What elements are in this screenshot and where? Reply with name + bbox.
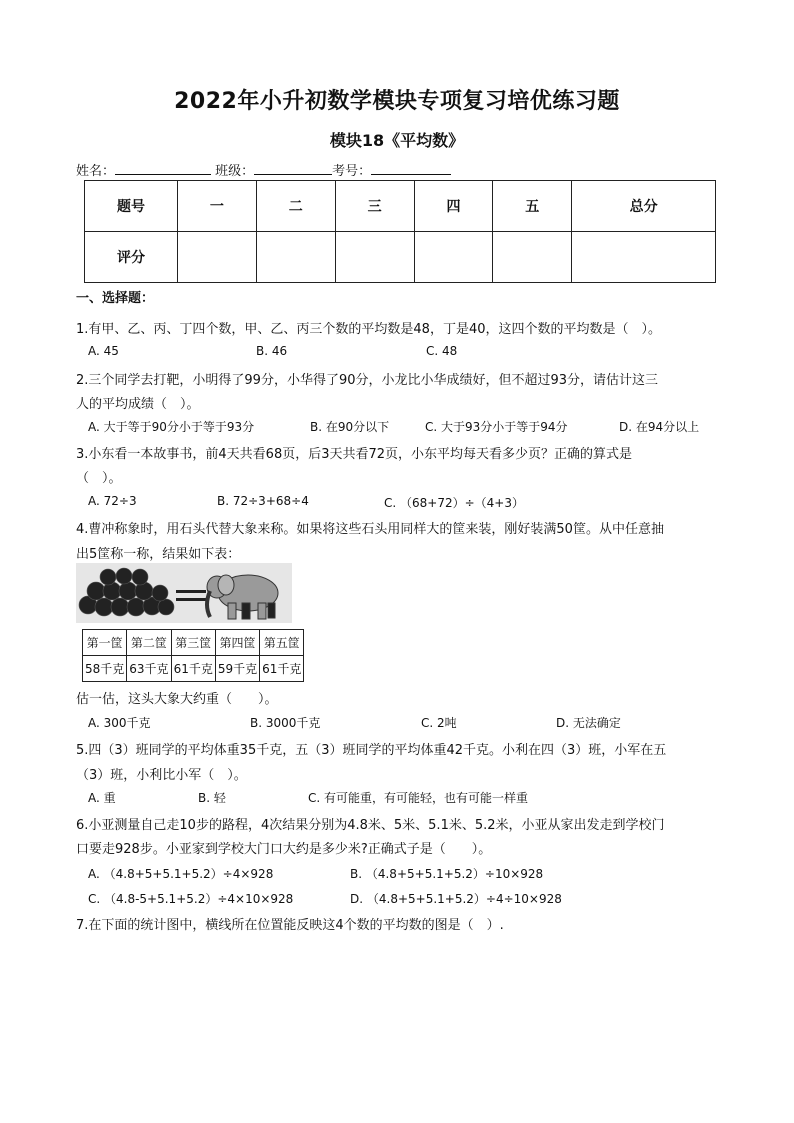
- q6-option-d: D. （4.8+5+5.1+5.2）÷4÷10×928: [350, 892, 562, 906]
- score-cell[interactable]: [335, 232, 414, 283]
- basket-header-cell: 第二筐: [127, 630, 171, 656]
- exam-blank[interactable]: [371, 161, 451, 175]
- page-title: 2022年小升初数学模块专项复习培优练习题: [174, 89, 620, 114]
- class-label: 班级：: [215, 164, 255, 179]
- q1-option-a: A. 45: [88, 344, 119, 358]
- name-blank[interactable]: [115, 161, 211, 175]
- class-blank[interactable]: [254, 161, 332, 175]
- question-3-line-1: 3.小东看一本故事书，前4天共看68页，后3天共看72页，小东平均每天看多少页？正确的算式是: [76, 447, 633, 462]
- question-6-line-2: 口要走928步。小亚家到学校大门口大约是多少米?正确式子是（ ）。: [76, 842, 492, 857]
- q6-option-b: B. （4.8+5+5.1+5.2）÷10×928: [350, 867, 544, 881]
- q6-option-a: A. （4.8+5+5.1+5.2）÷4×928: [88, 867, 274, 881]
- score-header-cell: 四: [414, 181, 493, 232]
- basket-table-header-row: [83, 630, 304, 656]
- question-7: 7.在下面的统计图中，横线所在位置能反映这4个数的平均数的图是（ ）.: [76, 918, 504, 933]
- basket-value-cell: 61千克: [260, 656, 304, 682]
- question-3-line-2: （ ）。: [76, 471, 122, 486]
- question-5-line-2: （3）班，小利比小军（ ）。: [76, 768, 247, 783]
- q5-option-a: A. 重: [88, 791, 116, 805]
- question-4-line-3: 估一估，这头大象大约重（ ）。: [76, 692, 278, 707]
- score-header-cell: 二: [256, 181, 335, 232]
- basket-header-cell: 第五筐: [260, 630, 304, 656]
- score-table-header-row: [85, 181, 716, 232]
- question-4-line-1: 4.曹冲称象时，用石头代替大象来称。如果将这些石头用同样大的筐来装，刚好装满50筐。从中任意抽: [76, 522, 664, 537]
- basket-value-cell: 61千克: [171, 656, 215, 682]
- question-4-line-2: 出5筐称一称，结果如下表：: [76, 547, 241, 562]
- page-subtitle: 模块18《平均数》: [329, 131, 465, 150]
- score-table-score-row: [85, 232, 716, 283]
- basket-weights-table: [82, 629, 304, 682]
- q4-option-c: C. 2吨: [421, 716, 457, 730]
- stones-equals-elephant-illustration: [76, 563, 292, 623]
- q3-option-a: A. 72÷3: [88, 494, 137, 508]
- question-1: 1.有甲、乙、丙、丁四个数，甲、乙、丙三个数的平均数是48，丁是40，这四个数的平均数是（ ）。: [76, 322, 661, 337]
- question-2-line-2: 人的平均成绩（ ）。: [76, 397, 200, 412]
- exam-label: 考号：: [332, 164, 372, 179]
- basket-value-cell: 63千克: [127, 656, 171, 682]
- score-header-cell: 一: [178, 181, 257, 232]
- basket-header-cell: 第一筐: [83, 630, 127, 656]
- q3-option-c: C. （68+72）÷（4+3）: [384, 496, 524, 510]
- score-header-cell: 总分: [572, 181, 716, 232]
- q4-option-b: B. 3000千克: [250, 716, 321, 730]
- name-label: 姓名：: [76, 164, 116, 179]
- question-5-line-1: 5.四（3）班同学的平均体重35千克，五（3）班同学的平均体重42千克。小利在四（3）班，小军在五: [76, 743, 667, 758]
- q6-option-c: C. （4.8-5+5.1+5.2）÷4×10×928: [88, 892, 294, 906]
- question-2-line-1: 2.三个同学去打靶，小明得了99分，小华得了90分，小龙比小华成绩好，但不超过93分，请估计这三: [76, 373, 659, 388]
- score-cell[interactable]: [493, 232, 572, 283]
- score-header-cell: 题号: [85, 181, 178, 232]
- score-row-label: 评分: [85, 232, 178, 283]
- q5-option-c: C. 有可能重，有可能轻，也有可能一样重: [308, 791, 529, 805]
- score-header-cell: 三: [335, 181, 414, 232]
- basket-value-cell: 58千克: [83, 656, 127, 682]
- student-info-line: [76, 160, 451, 179]
- q1-option-b: B. 46: [256, 344, 288, 358]
- q2-option-a: A. 大于等于90分小于等于93分: [88, 420, 255, 434]
- score-table: [84, 180, 716, 283]
- score-cell[interactable]: [178, 232, 257, 283]
- q2-option-b: B. 在90分以下: [310, 420, 390, 434]
- q4-option-d: D. 无法确定: [556, 716, 621, 730]
- q3-option-b: B. 72÷3+68÷4: [217, 494, 309, 508]
- q2-option-c: C. 大于93分小于等于94分: [425, 420, 568, 434]
- question-6-line-1: 6.小亚测量自己走10步的路程，4次结果分别为4.8米、5米、5.1米、5.2米，小亚从家出发走到学校门: [76, 818, 665, 833]
- basket-table-value-row: [83, 656, 304, 682]
- q2-option-d: D. 在94分以上: [619, 420, 700, 434]
- basket-header-cell: 第三筐: [171, 630, 215, 656]
- score-header-cell: 五: [493, 181, 572, 232]
- basket-header-cell: 第四筐: [215, 630, 259, 656]
- score-cell[interactable]: [414, 232, 493, 283]
- score-cell[interactable]: [572, 232, 716, 283]
- score-cell[interactable]: [256, 232, 335, 283]
- section-heading: 一、选择题：: [76, 291, 155, 306]
- q1-option-c: C. 48: [426, 344, 458, 358]
- basket-value-cell: 59千克: [215, 656, 259, 682]
- q4-option-a: A. 300千克: [88, 716, 151, 730]
- q5-option-b: B. 轻: [198, 791, 226, 805]
